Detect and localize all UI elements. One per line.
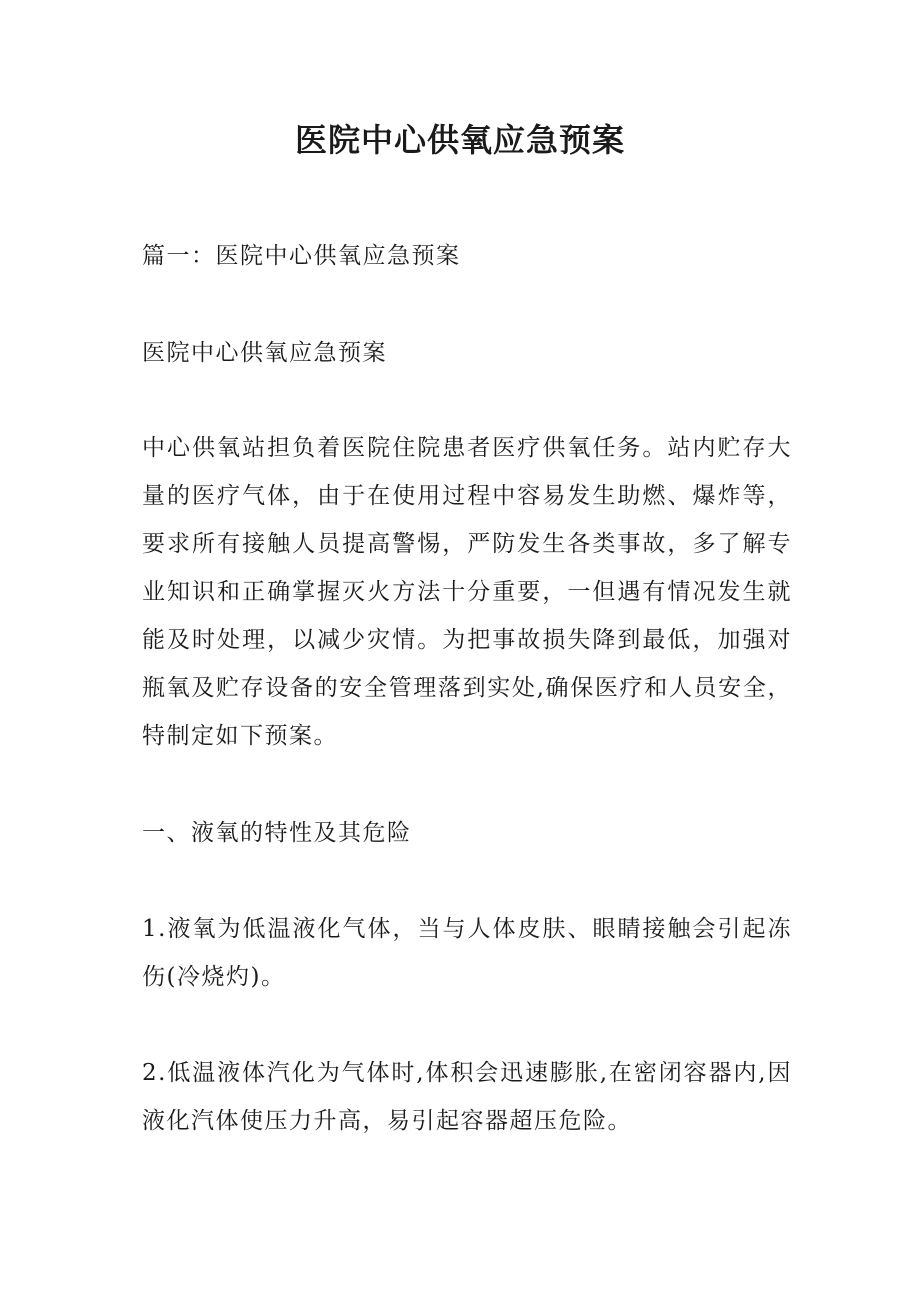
section-heading-part-one: 篇一：医院中心供氧应急预案 <box>142 243 461 269</box>
document-title: 医院中心供氧应急预案 <box>294 121 625 159</box>
list-item-2: 2.低温液体汽化为气体时,体积会迅速膨胀,在密闭容器内,因液化汽体使压力升高，易引起容器超压危险。 <box>142 1060 792 1134</box>
list-item-1: 1.液氧为低温液化气体，当与人体皮肤、眼睛接触会引起冻伤(冷烧灼)。 <box>142 916 792 990</box>
intro-paragraph: 中心供氧站担负着医院住院患者医疗供氧任务。站内贮存大量的医疗气体，由于在使用过程中容易发生助燃、爆炸等，要求所有接触人员提高警惕，严防发生各类事故，多了解专业知识和正确掌握灭火方法十分重要，一但遇有情况发生就能及时处理，以减少灾情。为把事故损失降到最低，加强对瓶氧及贮存设备的安全管理落到实处,确保医疗和人员安全，特制定如下预案。 <box>142 435 792 749</box>
subtitle: 医院中心供氧应急预案 <box>142 340 387 366</box>
section-heading-liquid-oxygen: 一、液氧的特性及其危险 <box>142 820 412 846</box>
